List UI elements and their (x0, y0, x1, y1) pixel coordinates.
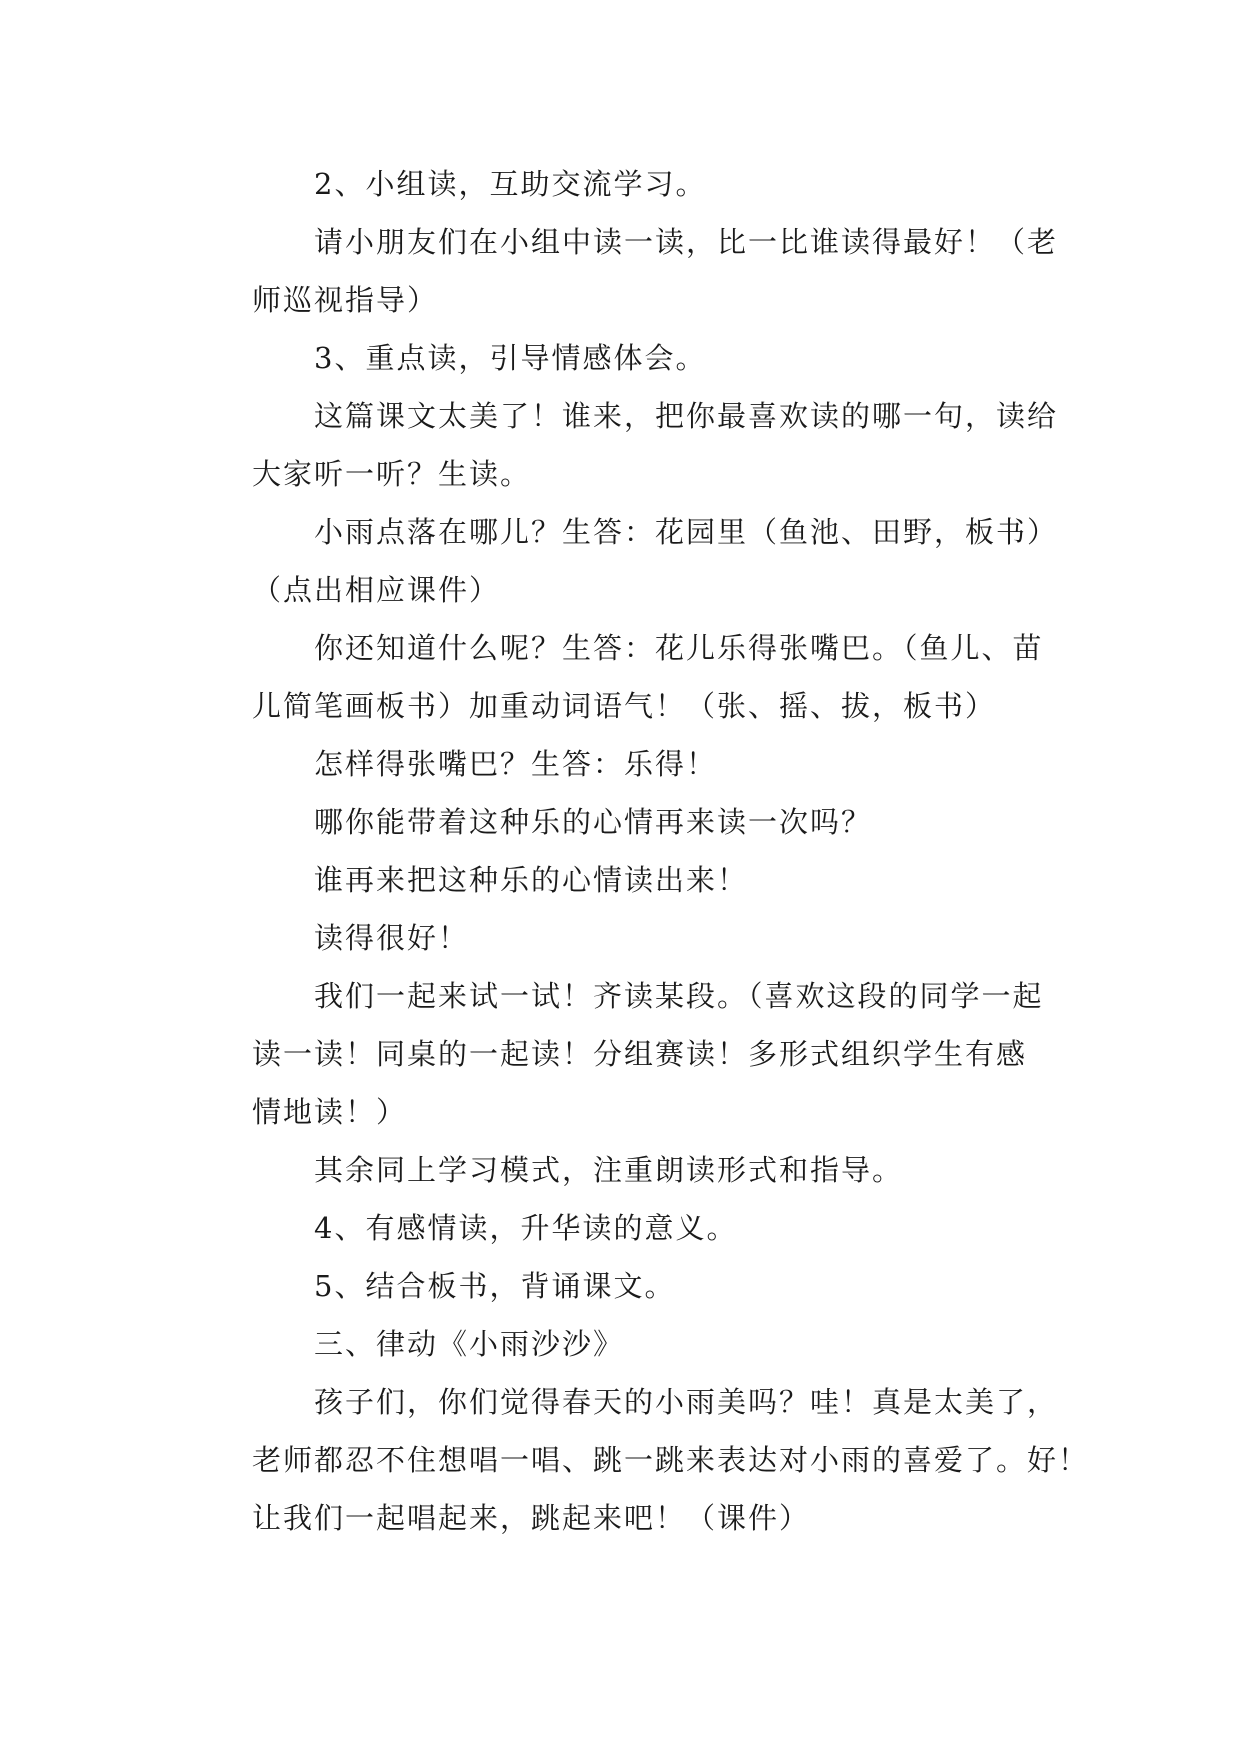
text-line: 情地读！） (252, 1095, 408, 1129)
paragraph (190, 387, 1059, 503)
paragraph (190, 503, 1059, 619)
paragraph (190, 909, 1052, 967)
text-line: 让我们一起唱起来，跳起来吧！（课件） (252, 1501, 811, 1535)
text-line: （点出相应课件） (252, 573, 501, 607)
text-line: 孩子们，你们觉得春天的小雨美吗？哇！真是太美了， (314, 1385, 1059, 1419)
paragraph (190, 1199, 1052, 1257)
paragraph (190, 793, 1052, 851)
text-line: 儿简笔画板书）加重动词语气！（张、摇、拔，板书） (252, 689, 997, 723)
paragraph (190, 735, 1052, 793)
paragraph (190, 1141, 1052, 1199)
text-line: 我们一起来试一试！齐读某段。（喜欢这段的同学一起 (314, 979, 1044, 1013)
text-line: 师巡视指导） (252, 283, 439, 317)
text-line: 怎样得张嘴巴？生答：乐得！ (314, 747, 718, 781)
paragraph (190, 1257, 1052, 1315)
text-line: 读一读！同桌的一起读！分组赛读！多形式组织学生有感 (252, 1037, 1028, 1071)
document-body (190, 155, 1090, 1547)
text-line: 大家听一听？生读。 (252, 457, 532, 491)
text-line: 请小朋友们在小组中读一读，比一比谁读得最好！（老 (314, 225, 1059, 259)
text-line: 小雨点落在哪儿？生答：花园里（鱼池、田野，板书） (314, 515, 1059, 549)
text-line: 5、结合板书，背诵课文。 (314, 1269, 676, 1303)
text-line: 2、小组读，互助交流学习。 (314, 167, 707, 201)
text-line: 其余同上学习模式，注重朗读形式和指导。 (314, 1153, 904, 1187)
paragraph (190, 967, 1052, 1141)
paragraph (190, 851, 1052, 909)
text-line: 三、律动《小雨沙沙》 (314, 1327, 625, 1361)
text-line: 你还知道什么呢？生答：花儿乐得张嘴巴。（鱼儿、苗 (314, 631, 1044, 665)
text-line: 读得很好！ (314, 921, 470, 955)
paragraph (190, 329, 1052, 387)
section-heading (190, 1315, 1052, 1373)
text-line: 这篇课文太美了！谁来，把你最喜欢读的哪一句，读给 (314, 399, 1059, 433)
paragraph (190, 1373, 1090, 1547)
text-line: 老师都忍不住想唱一唱、跳一跳来表达对小雨的喜爱了。好！ (252, 1443, 1090, 1477)
text-line: 4、有感情读，升华读的意义。 (314, 1211, 738, 1245)
text-line: 3、重点读，引导情感体会。 (314, 341, 707, 375)
paragraph (190, 619, 1052, 735)
text-line: 哪你能带着这种乐的心情再来读一次吗？ (314, 805, 873, 839)
paragraph (190, 213, 1059, 329)
text-line: 谁再来把这种乐的心情读出来！ (314, 863, 749, 897)
paragraph (190, 155, 1052, 213)
